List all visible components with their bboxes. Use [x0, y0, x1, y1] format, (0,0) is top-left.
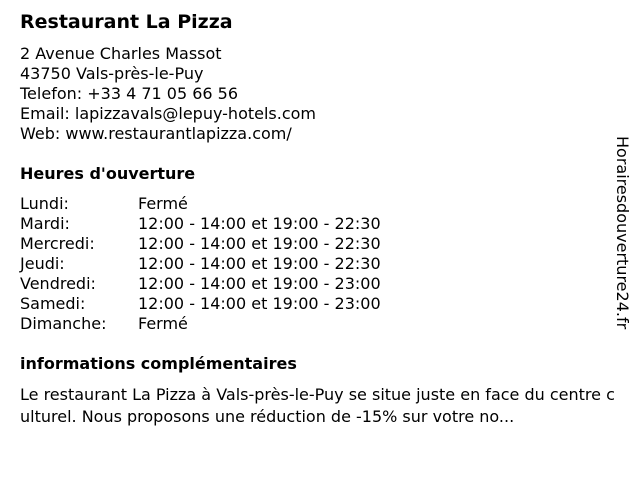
day-label: Samedi:	[20, 294, 86, 313]
day-hours: 12:00 - 14:00 et 19:00 - 23:00	[138, 294, 381, 313]
day-label: Mercredi:	[20, 234, 95, 253]
day-hours: Fermé	[138, 314, 188, 333]
day-label: Mardi:	[20, 214, 70, 233]
hours-heading: Heures d'ouverture	[20, 164, 196, 183]
address-line-2: 43750 Vals-près-le-Puy	[20, 64, 204, 83]
day-label: Lundi:	[20, 194, 69, 213]
day-hours: 12:00 - 14:00 et 19:00 - 22:30	[138, 214, 381, 233]
info-heading: informations complémentaires	[20, 354, 297, 373]
address-line-1: 2 Avenue Charles Massot	[20, 44, 222, 63]
day-label: Vendredi:	[20, 274, 96, 293]
info-description: Le restaurant La Pizza à Vals-près-le-Puy se situe juste en face du centre culturel. Nous proposons une réduction de -15% sur votre no...	[20, 385, 615, 426]
day-hours: Fermé	[138, 194, 188, 213]
day-hours: 12:00 - 14:00 et 19:00 - 23:00	[138, 274, 381, 293]
hours-row-samedi	[20, 294, 381, 314]
hours-row-mercredi	[20, 234, 381, 254]
hours-row-lundi	[20, 194, 381, 214]
contact-block	[20, 44, 316, 144]
restaurant-name: Restaurant La Pizza	[20, 11, 233, 33]
phone-line: Telefon: +33 4 71 05 66 56	[20, 84, 239, 103]
hours-row-jeudi	[20, 254, 381, 274]
day-hours: 12:00 - 14:00 et 19:00 - 22:30	[138, 254, 381, 273]
day-label: Dimanche:	[20, 314, 107, 333]
day-hours: 12:00 - 14:00 et 19:00 - 22:30	[138, 234, 381, 253]
email-line: Email: lapizzavals@lepuy-hotels.com	[20, 104, 317, 123]
hours-table	[20, 194, 381, 334]
day-label: Jeudi:	[20, 254, 65, 273]
hours-row-vendredi	[20, 274, 381, 294]
hours-row-mardi	[20, 214, 381, 234]
watermark-brand: Horairesdouverture24.fr	[613, 136, 632, 330]
web-line: Web: www.restaurantlapizza.com/	[20, 124, 292, 143]
hours-row-dimanche	[20, 314, 381, 334]
